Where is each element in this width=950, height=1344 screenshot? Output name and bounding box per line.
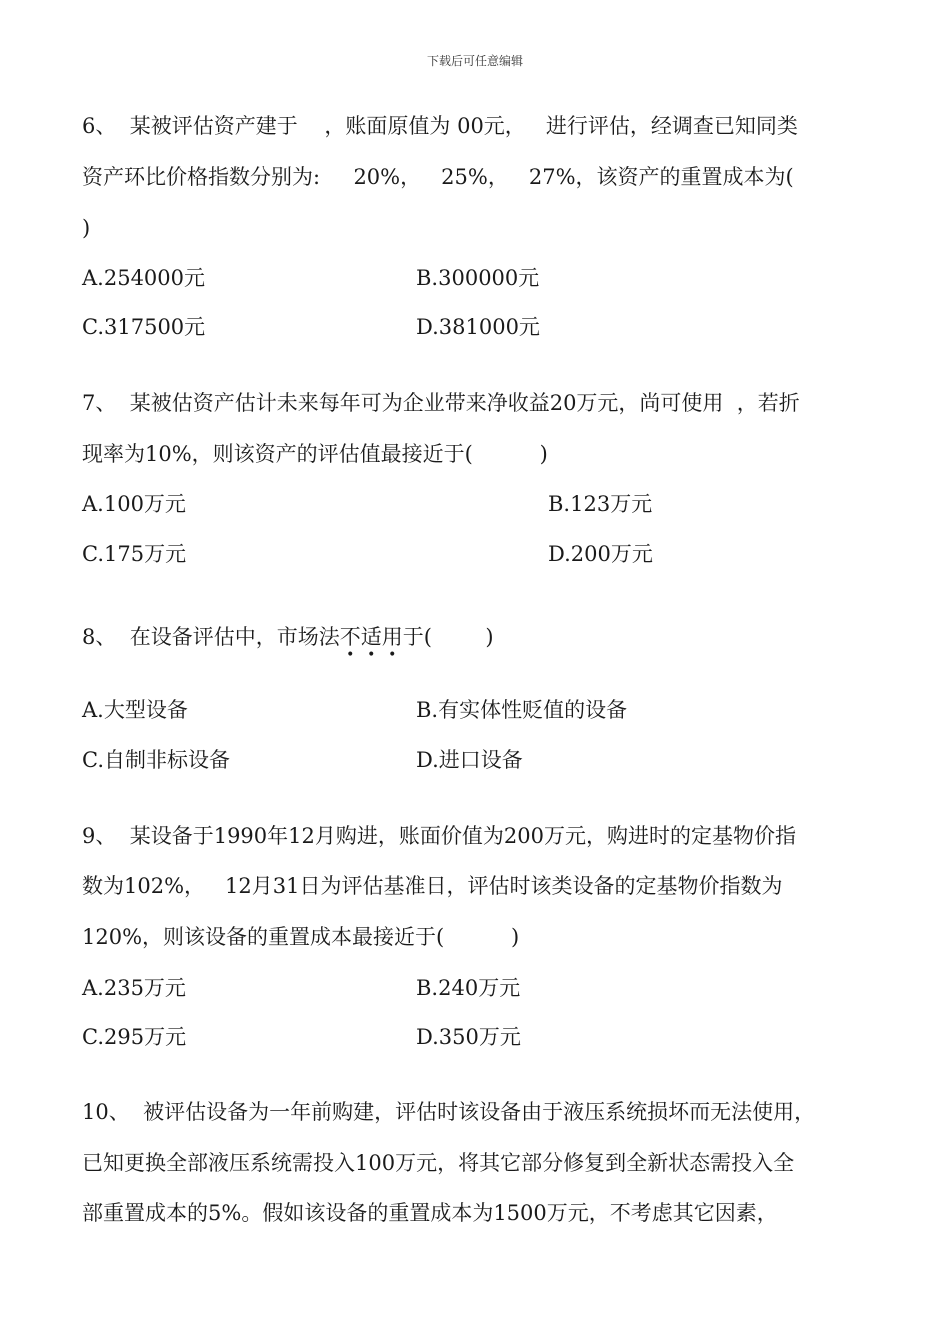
page-header: 下载后可任意编辑 <box>426 54 523 68</box>
question-9-line-1: 9、 某设备于1990年12月购进，账面价值为200万元，购进时的定基物价指 <box>82 824 796 848</box>
question-7-option-b: B.123万元 <box>548 492 653 516</box>
question-6-line-2: 资产环比价格指数分别为: 20%， 25%， 27%，该资产的重置成本为( <box>82 165 794 189</box>
question-8-option-c: C.自制非标设备 <box>82 748 230 772</box>
question-7-option-a: A.100万元 <box>82 492 186 516</box>
question-6-option-c: C.317500元 <box>82 315 206 339</box>
question-6-line-3: ) <box>82 216 91 240</box>
question-10-line-1: 10、 被评估设备为一年前购建，评估时该设备由于液压系统损坏而无法使用， <box>82 1100 816 1124</box>
question-8-option-b: B.有实体性贬值的设备 <box>416 698 628 722</box>
emphasis-dots: • • • <box>346 647 397 663</box>
question-9-option-b: B.240万元 <box>416 976 521 1000</box>
question-6-option-b: B.300000元 <box>416 266 540 290</box>
question-6-option-d: D.381000元 <box>416 315 540 339</box>
question-7-option-c: C.175万元 <box>82 542 187 566</box>
question-8-emphasis: 不适用 • • • <box>339 625 403 663</box>
question-8-suffix: 于( ) <box>402 625 494 649</box>
question-8-prefix: 8、 在设备评估中，市场法 <box>82 625 340 649</box>
question-7-line-2: 现率为10%，则该资产的评估值最接近于( ) <box>82 442 548 466</box>
question-9-line-2: 数为102%， 12月31日为评估基准日，评估时该类设备的定基物价指数为 <box>82 874 783 898</box>
question-8-option-d: D.进口设备 <box>416 748 523 772</box>
question-9-option-d: D.350万元 <box>416 1025 521 1049</box>
question-9-option-a: A.235万元 <box>82 976 186 1000</box>
question-9-option-c: C.295万元 <box>82 1025 187 1049</box>
question-7-line-1: 7、 某被估资产估计未来每年可为企业带来净收益20万元，尚可使用 ，若折 <box>82 391 800 415</box>
question-8-option-a: A.大型设备 <box>82 698 188 722</box>
question-6-option-a: A.254000元 <box>82 266 206 290</box>
question-8-line <box>82 623 494 663</box>
question-10-line-2: 已知更换全部液压系统需投入100万元，将其它部分修复到全新状态需投入全 <box>82 1151 795 1175</box>
question-9-line-3: 120%，则该设备的重置成本最接近于( ) <box>82 925 520 949</box>
question-10-line-3: 部重置成本的5%。假如该设备的重置成本为1500万元，不考虑其它因素， <box>82 1201 778 1225</box>
question-7-option-d: D.200万元 <box>548 542 653 566</box>
question-6-line-1: 6、 某被评估资产建于 ，账面原值为 00元， 进行评估，经调查已知同类 <box>82 114 798 138</box>
